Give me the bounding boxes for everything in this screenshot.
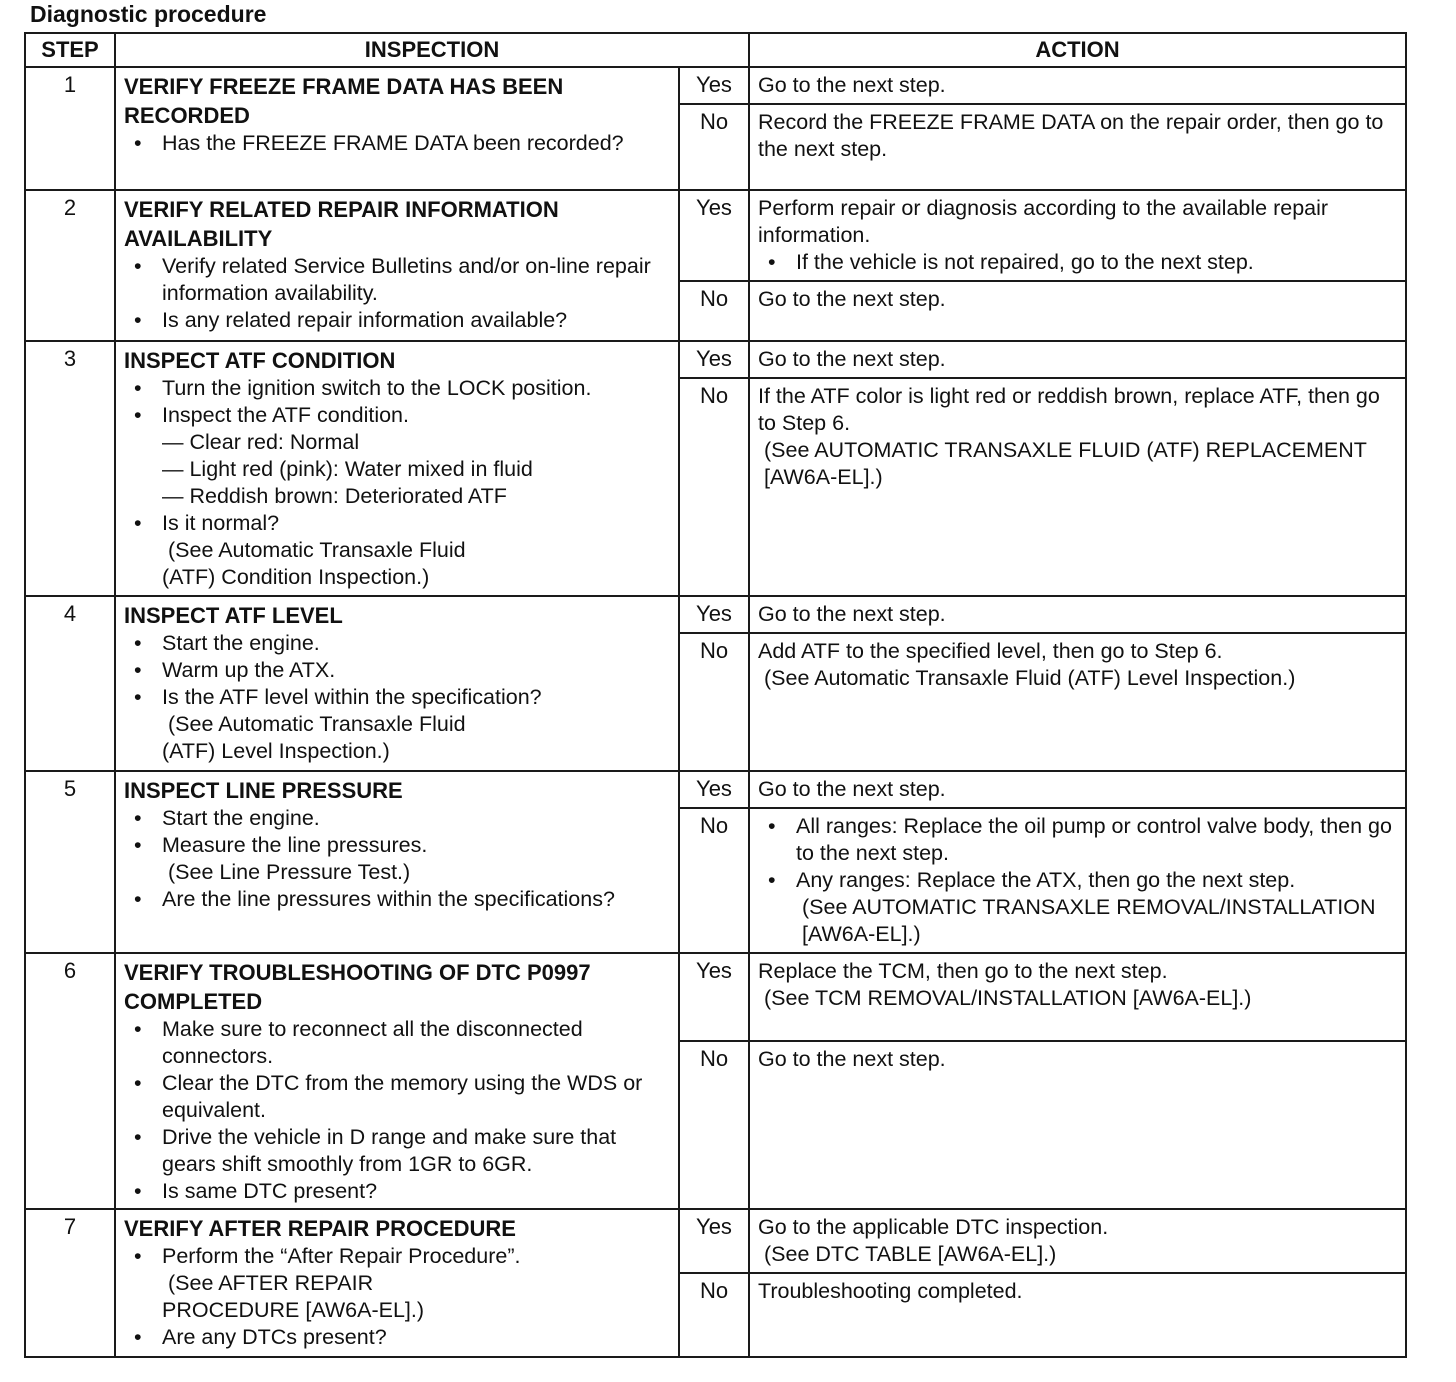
bullet-item: • Perform the “After Repair Procedure”. bbox=[124, 1243, 670, 1270]
bullet-list bbox=[124, 886, 670, 913]
sub-item: — Reddish brown: Deteriorated ATF bbox=[162, 484, 507, 508]
yes-label: Yes bbox=[679, 341, 749, 378]
yes-label: Yes bbox=[679, 771, 749, 808]
yes-action-text: Go to the applicable DTC inspection. bbox=[758, 1215, 1109, 1239]
yes-label: Yes bbox=[679, 67, 749, 104]
question-item: • Is it normal? bbox=[124, 510, 670, 537]
no-action-text: Add ATF to the specified level, then go to Step 6. bbox=[758, 639, 1223, 663]
reference-text: (See AFTER REPAIR bbox=[168, 1271, 374, 1295]
table-row bbox=[25, 953, 1406, 1041]
reference-text: (See AUTOMATIC TRANSAXLE FLUID (ATF) REPLACEMENT [AW6A-EL].) bbox=[764, 438, 1367, 489]
no-action bbox=[749, 808, 1406, 953]
bullet-list bbox=[124, 1324, 670, 1351]
reference-text: PROCEDURE [AW6A-EL].) bbox=[162, 1298, 425, 1322]
inspection-cell bbox=[115, 67, 679, 190]
step-number: 2 bbox=[25, 190, 115, 341]
step-heading: INSPECT LINE PRESSURE bbox=[124, 778, 403, 803]
bullet-item: • Is any related repair information available? bbox=[124, 307, 670, 334]
yes-action bbox=[749, 1209, 1406, 1273]
yes-action: Go to the next step. bbox=[749, 67, 1406, 104]
bullet-item: • Start the engine. bbox=[124, 805, 670, 832]
page-title: Diagnostic procedure bbox=[30, 1, 267, 27]
bullet-list bbox=[124, 510, 670, 537]
sub-item: — Light red (pink): Water mixed in fluid bbox=[162, 457, 533, 481]
step-number: 4 bbox=[25, 596, 115, 771]
no-action: Record the FREEZE FRAME DATA on the repair order, then go to the next step. bbox=[749, 104, 1406, 190]
reference-text: (See TCM REMOVAL/INSTALLATION [AW6A-EL].) bbox=[764, 986, 1252, 1010]
table-row bbox=[25, 341, 1406, 378]
inspection-cell bbox=[115, 190, 679, 341]
yes-label: Yes bbox=[679, 190, 749, 281]
bullet-list bbox=[124, 375, 670, 429]
header-row bbox=[25, 33, 1406, 67]
diagnostic-table bbox=[24, 32, 1407, 1358]
table-row bbox=[25, 190, 1406, 281]
inspection-cell bbox=[115, 341, 679, 596]
bullet-item: • Is the ATF level within the specification? bbox=[124, 684, 670, 711]
yes-action: Go to the next step. bbox=[749, 596, 1406, 633]
bullet-list bbox=[124, 1243, 670, 1270]
step-heading: VERIFY AFTER REPAIR PROCEDURE bbox=[124, 1216, 516, 1241]
action-bullet-list bbox=[758, 813, 1397, 894]
bullet-item: • Turn the ignition switch to the LOCK position. bbox=[124, 375, 670, 402]
header-action: ACTION bbox=[749, 33, 1406, 67]
no-label: No bbox=[679, 1041, 749, 1209]
step-heading: INSPECT ATF LEVEL bbox=[124, 603, 343, 628]
bullet-list bbox=[124, 130, 670, 157]
bullet-item: • Measure the line pressures. bbox=[124, 832, 670, 859]
bullet-item: • Drive the vehicle in D range and make sure that gears shift smoothly from 1GR to 6GR. bbox=[124, 1124, 670, 1178]
step-heading: VERIFY RELATED REPAIR INFORMATION AVAILABILITY bbox=[124, 197, 559, 251]
sub-item: — Clear red: Normal bbox=[162, 430, 360, 454]
step-number: 6 bbox=[25, 953, 115, 1209]
step-number: 5 bbox=[25, 771, 115, 953]
reference-text: (ATF) Condition Inspection.) bbox=[162, 565, 430, 589]
action-bullet: • Any ranges: Replace the ATX, then go the next step. bbox=[758, 867, 1397, 894]
header-inspection: INSPECTION bbox=[115, 33, 749, 67]
no-action: Go to the next step. bbox=[749, 281, 1406, 341]
inspection-cell bbox=[115, 953, 679, 1209]
bullet-list bbox=[124, 253, 670, 334]
yes-action: Go to the next step. bbox=[749, 341, 1406, 378]
no-action bbox=[749, 633, 1406, 771]
no-action bbox=[749, 378, 1406, 596]
header-step: STEP bbox=[25, 33, 115, 67]
yes-label: Yes bbox=[679, 596, 749, 633]
no-action: Troubleshooting completed. bbox=[749, 1273, 1406, 1357]
reference-text: (See AUTOMATIC TRANSAXLE REMOVAL/INSTALLATION [AW6A-EL].) bbox=[802, 895, 1376, 946]
no-label: No bbox=[679, 104, 749, 190]
step-heading: VERIFY FREEZE FRAME DATA HAS BEEN RECORDED bbox=[124, 74, 564, 128]
no-label: No bbox=[679, 281, 749, 341]
question-item: • Are the line pressures within the specifications? bbox=[124, 886, 670, 913]
step-heading: VERIFY TROUBLESHOOTING OF DTC P0997 COMPLETED bbox=[124, 960, 591, 1014]
bullet-list bbox=[124, 630, 670, 711]
table-row bbox=[25, 596, 1406, 633]
table-row bbox=[25, 67, 1406, 104]
bullet-list bbox=[124, 1016, 670, 1205]
yes-action-text: Replace the TCM, then go to the next step. bbox=[758, 959, 1168, 983]
inspection-cell bbox=[115, 1209, 679, 1357]
action-bullet-list bbox=[758, 249, 1397, 276]
bullet-list bbox=[124, 805, 670, 859]
yes-action bbox=[749, 953, 1406, 1041]
no-label: No bbox=[679, 633, 749, 771]
bullet-item: • Warm up the ATX. bbox=[124, 657, 670, 684]
inspection-cell bbox=[115, 771, 679, 953]
yes-action: Go to the next step. bbox=[749, 771, 1406, 808]
bullet-item: • Has the FREEZE FRAME DATA been recorded? bbox=[124, 130, 670, 157]
action-bullet: • If the vehicle is not repaired, go to the next step. bbox=[758, 249, 1397, 276]
reference-text: (ATF) Level Inspection.) bbox=[162, 739, 390, 763]
bullet-item: • Is same DTC present? bbox=[124, 1178, 670, 1205]
no-action: Go to the next step. bbox=[749, 1041, 1406, 1209]
table-row bbox=[25, 1209, 1406, 1273]
no-label: No bbox=[679, 808, 749, 953]
yes-label: Yes bbox=[679, 1209, 749, 1273]
table-row bbox=[25, 771, 1406, 808]
inspection-cell bbox=[115, 596, 679, 771]
reference-text: (See Line Pressure Test.) bbox=[168, 860, 411, 884]
bullet-item: • Make sure to reconnect all the disconnected connectors. bbox=[124, 1016, 670, 1070]
yes-action bbox=[749, 190, 1406, 281]
action-bullet: • All ranges: Replace the oil pump or control valve body, then go to the next step. bbox=[758, 813, 1397, 867]
step-number: 1 bbox=[25, 67, 115, 190]
reference-text: (See Automatic Transaxle Fluid bbox=[168, 538, 466, 562]
step-heading: INSPECT ATF CONDITION bbox=[124, 348, 396, 373]
reference-text: (See Automatic Transaxle Fluid (ATF) Level Inspection.) bbox=[764, 666, 1296, 690]
no-label: No bbox=[679, 378, 749, 596]
question-item: • Are any DTCs present? bbox=[124, 1324, 670, 1351]
yes-action-text: Perform repair or diagnosis according to the available repair information. bbox=[758, 196, 1329, 247]
reference-text: (See DTC TABLE [AW6A-EL].) bbox=[764, 1242, 1057, 1266]
yes-label: Yes bbox=[679, 953, 749, 1041]
no-label: No bbox=[679, 1273, 749, 1357]
reference-text: (See Automatic Transaxle Fluid bbox=[168, 712, 466, 736]
bullet-item: • Clear the DTC from the memory using the WDS or equivalent. bbox=[124, 1070, 670, 1124]
step-number: 7 bbox=[25, 1209, 115, 1357]
no-action-text: If the ATF color is light red or reddish brown, replace ATF, then go to Step 6. bbox=[758, 384, 1380, 435]
step-number: 3 bbox=[25, 341, 115, 596]
bullet-item: • Start the engine. bbox=[124, 630, 670, 657]
bullet-item: • Verify related Service Bulletins and/or on-line repair information availability. bbox=[124, 253, 670, 307]
bullet-item: • Inspect the ATF condition. bbox=[124, 402, 670, 429]
